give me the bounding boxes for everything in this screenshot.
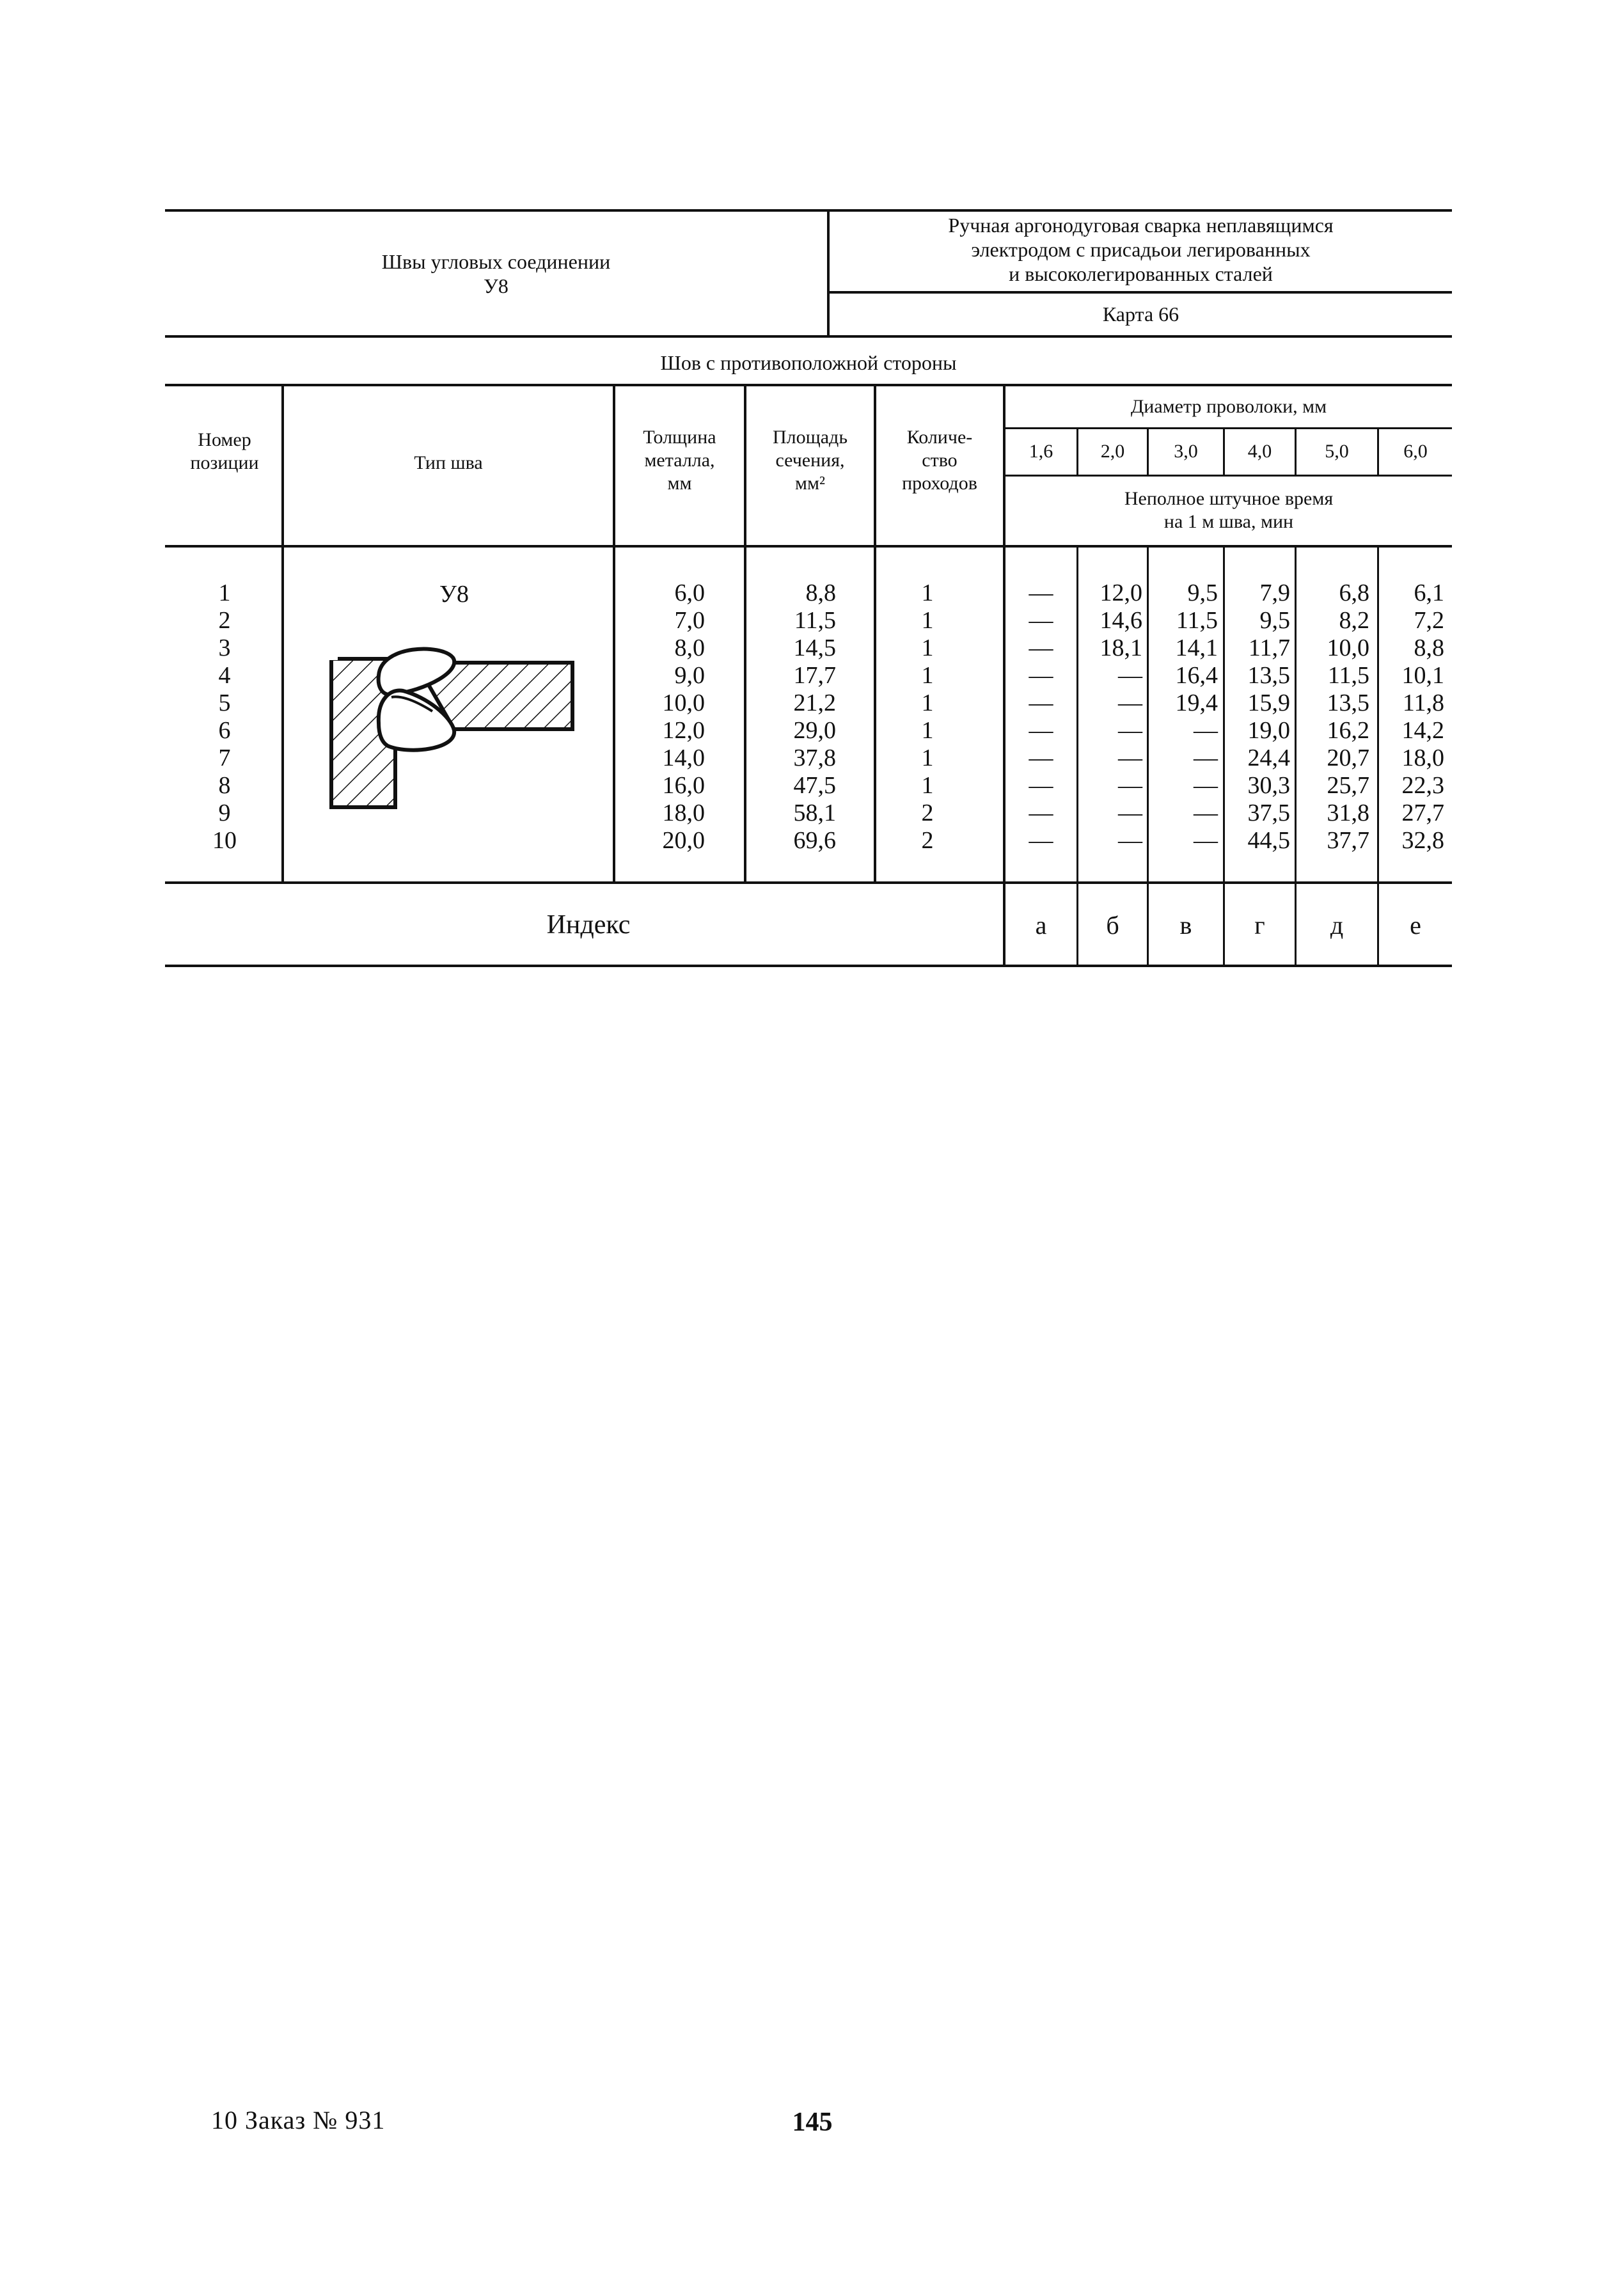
list-item: 11,5	[794, 607, 836, 634]
col-header-position: Номер позиции	[190, 429, 259, 473]
diameter-3-0: 3,0	[1174, 441, 1198, 462]
list-item: 1	[921, 745, 934, 771]
list-item: 9,5	[1187, 580, 1218, 606]
list-item: 8,8	[805, 580, 836, 606]
list-item: 6,0	[674, 580, 705, 606]
index-label: Индекс	[546, 910, 631, 940]
list-item: 69,6	[793, 827, 836, 854]
list-item: 11,8	[1402, 690, 1444, 716]
list-item: 2	[921, 827, 934, 854]
list-item: 47,5	[793, 772, 836, 799]
list-item: —	[1194, 717, 1218, 744]
header-left	[165, 249, 827, 298]
col-d40	[1225, 580, 1290, 855]
list-item: 14,0	[662, 745, 705, 771]
page-number: 145	[792, 2108, 833, 2137]
list-item: 2	[921, 800, 934, 826]
list-item: 7,2	[1414, 607, 1444, 634]
list-item: —	[1029, 800, 1053, 826]
list-item: —	[1194, 745, 1218, 771]
subtitle: Шов с противоположной стороны	[660, 351, 957, 374]
list-item: —	[1118, 800, 1142, 826]
list-item: —	[1029, 772, 1053, 799]
col-passes	[895, 580, 959, 855]
list-item: —	[1194, 827, 1218, 854]
card-number: Карта 66	[1102, 303, 1179, 326]
list-item: 44,5	[1247, 827, 1290, 854]
list-item: —	[1118, 745, 1142, 771]
list-item: 9,5	[1259, 607, 1290, 634]
list-item: —	[1118, 662, 1142, 689]
list-item: 12,0	[662, 717, 705, 744]
list-item: 37,7	[1327, 827, 1369, 854]
list-item: 32,8	[1401, 827, 1444, 854]
list-item: 10,1	[1401, 662, 1444, 689]
list-item: 29,0	[793, 717, 836, 744]
list-item: 17,7	[793, 662, 836, 689]
list-item: 9	[218, 800, 231, 826]
header-right-line2: электродом с присадьои легированных	[971, 238, 1311, 261]
col-header-thickness: Толщина металла, мм	[643, 427, 716, 494]
list-item: 10,0	[1327, 635, 1369, 661]
list-item: —	[1029, 717, 1053, 744]
list-item: —	[1029, 662, 1053, 689]
list-item: 6,8	[1339, 580, 1369, 606]
list-item: 1	[921, 717, 934, 744]
col-position	[168, 580, 281, 855]
list-item: 18,1	[1100, 635, 1142, 661]
list-item: —	[1194, 772, 1218, 799]
list-item: 8,0	[674, 635, 705, 661]
list-item: —	[1029, 745, 1053, 771]
list-item: 1	[921, 772, 934, 799]
index-letter-e: е	[1410, 911, 1421, 940]
col-area	[746, 580, 836, 855]
index-letter-b: б	[1106, 911, 1119, 940]
header-right	[830, 213, 1452, 286]
col-d20	[1078, 580, 1142, 855]
list-item: 10	[212, 827, 237, 854]
col-header-time: Неполное штучное время на 1 м шва, мин	[1124, 488, 1334, 532]
list-item: 31,8	[1327, 800, 1369, 826]
index-letter-a: а	[1035, 911, 1047, 940]
list-item: 19,0	[1247, 717, 1290, 744]
list-item: 9,0	[674, 662, 705, 689]
col-header-area: Площадь сечения, мм²	[773, 427, 847, 494]
header-left-code: У8	[484, 274, 508, 297]
list-item: 18,0	[1401, 745, 1444, 771]
list-item: 1	[921, 607, 934, 634]
list-item: 20,7	[1327, 745, 1369, 771]
list-item: —	[1029, 580, 1053, 606]
list-item: 37,5	[1247, 800, 1290, 826]
list-item: 13,5	[1327, 690, 1369, 716]
index-letter-v: в	[1179, 911, 1192, 940]
list-item: 19,4	[1175, 690, 1218, 716]
col-d16	[1005, 580, 1076, 855]
seam-type-label: У8	[439, 581, 469, 608]
list-item: 7,9	[1259, 580, 1290, 606]
diameter-5-0: 5,0	[1325, 441, 1349, 462]
list-item: 16,0	[662, 772, 705, 799]
list-item: 15,9	[1247, 690, 1290, 716]
diameter-6-0: 6,0	[1403, 441, 1428, 462]
list-item: 25,7	[1327, 772, 1369, 799]
list-item: 12,0	[1100, 580, 1142, 606]
list-item: —	[1029, 607, 1053, 634]
footer-order: 10 Заказ № 931	[211, 2106, 386, 2134]
list-item: 6	[218, 717, 231, 744]
col-header-passes: Количе- ство проходов	[902, 427, 977, 494]
col-d50	[1297, 580, 1369, 855]
list-item: —	[1029, 635, 1053, 661]
header-left-title: Швы угловых соединении	[381, 250, 611, 273]
diameter-4-0: 4,0	[1247, 441, 1272, 462]
col-d60	[1379, 580, 1444, 855]
list-item: 1	[218, 580, 231, 606]
list-item: 4	[218, 662, 231, 689]
list-item: 18,0	[662, 800, 705, 826]
diameter-2-0: 2,0	[1100, 441, 1125, 462]
list-item: —	[1118, 827, 1142, 854]
list-item: 5	[218, 690, 231, 716]
list-item: 1	[921, 635, 934, 661]
list-item: 14,5	[793, 635, 836, 661]
col-header-diameter: Диаметр проволоки, мм	[1130, 396, 1327, 417]
list-item: 8,8	[1414, 635, 1444, 661]
list-item: 16,4	[1175, 662, 1218, 689]
list-item: 14,2	[1401, 717, 1444, 744]
list-item: 21,2	[793, 690, 836, 716]
list-item: —	[1118, 717, 1142, 744]
list-item: —	[1029, 690, 1053, 716]
list-item: 30,3	[1247, 772, 1290, 799]
seam-cross-section-diagram	[320, 633, 582, 819]
col-d30	[1149, 580, 1218, 855]
list-item: 11,7	[1248, 635, 1290, 661]
index-letter-d: д	[1330, 911, 1344, 940]
list-item: 22,3	[1401, 772, 1444, 799]
list-item: 14,1	[1175, 635, 1218, 661]
header-right-line1: Ручная аргонодуговая сварка неплавящимся	[948, 214, 1334, 237]
list-item: 11,5	[1176, 607, 1218, 634]
list-item: 8	[218, 772, 231, 799]
list-item: 20,0	[662, 827, 705, 854]
list-item: 8,2	[1339, 607, 1369, 634]
list-item: 2	[218, 607, 231, 634]
list-item: —	[1118, 690, 1142, 716]
list-item: 24,4	[1247, 745, 1290, 771]
list-item: 27,7	[1401, 800, 1444, 826]
list-item: —	[1118, 772, 1142, 799]
list-item: —	[1029, 827, 1053, 854]
list-item: 7	[218, 745, 231, 771]
list-item: —	[1194, 800, 1218, 826]
list-item: 13,5	[1247, 662, 1290, 689]
list-item: 16,2	[1327, 717, 1369, 744]
list-item: 14,6	[1100, 607, 1142, 634]
list-item: 1	[921, 662, 934, 689]
col-header-seam-type: Тип шва	[414, 452, 483, 473]
list-item: 10,0	[662, 690, 705, 716]
index-letter-g: г	[1254, 911, 1265, 940]
list-item: 37,8	[793, 745, 836, 771]
header-right-line3: и высоколегированных сталей	[1009, 262, 1273, 285]
list-item: 1	[921, 690, 934, 716]
list-item: 7,0	[674, 607, 705, 634]
list-item: 3	[218, 635, 231, 661]
list-item: 1	[921, 580, 934, 606]
col-thickness	[615, 580, 705, 855]
diameter-1-6: 1,6	[1029, 441, 1053, 462]
list-item: 6,1	[1414, 580, 1444, 606]
list-item: 58,1	[793, 800, 836, 826]
list-item: 11,5	[1327, 662, 1369, 689]
